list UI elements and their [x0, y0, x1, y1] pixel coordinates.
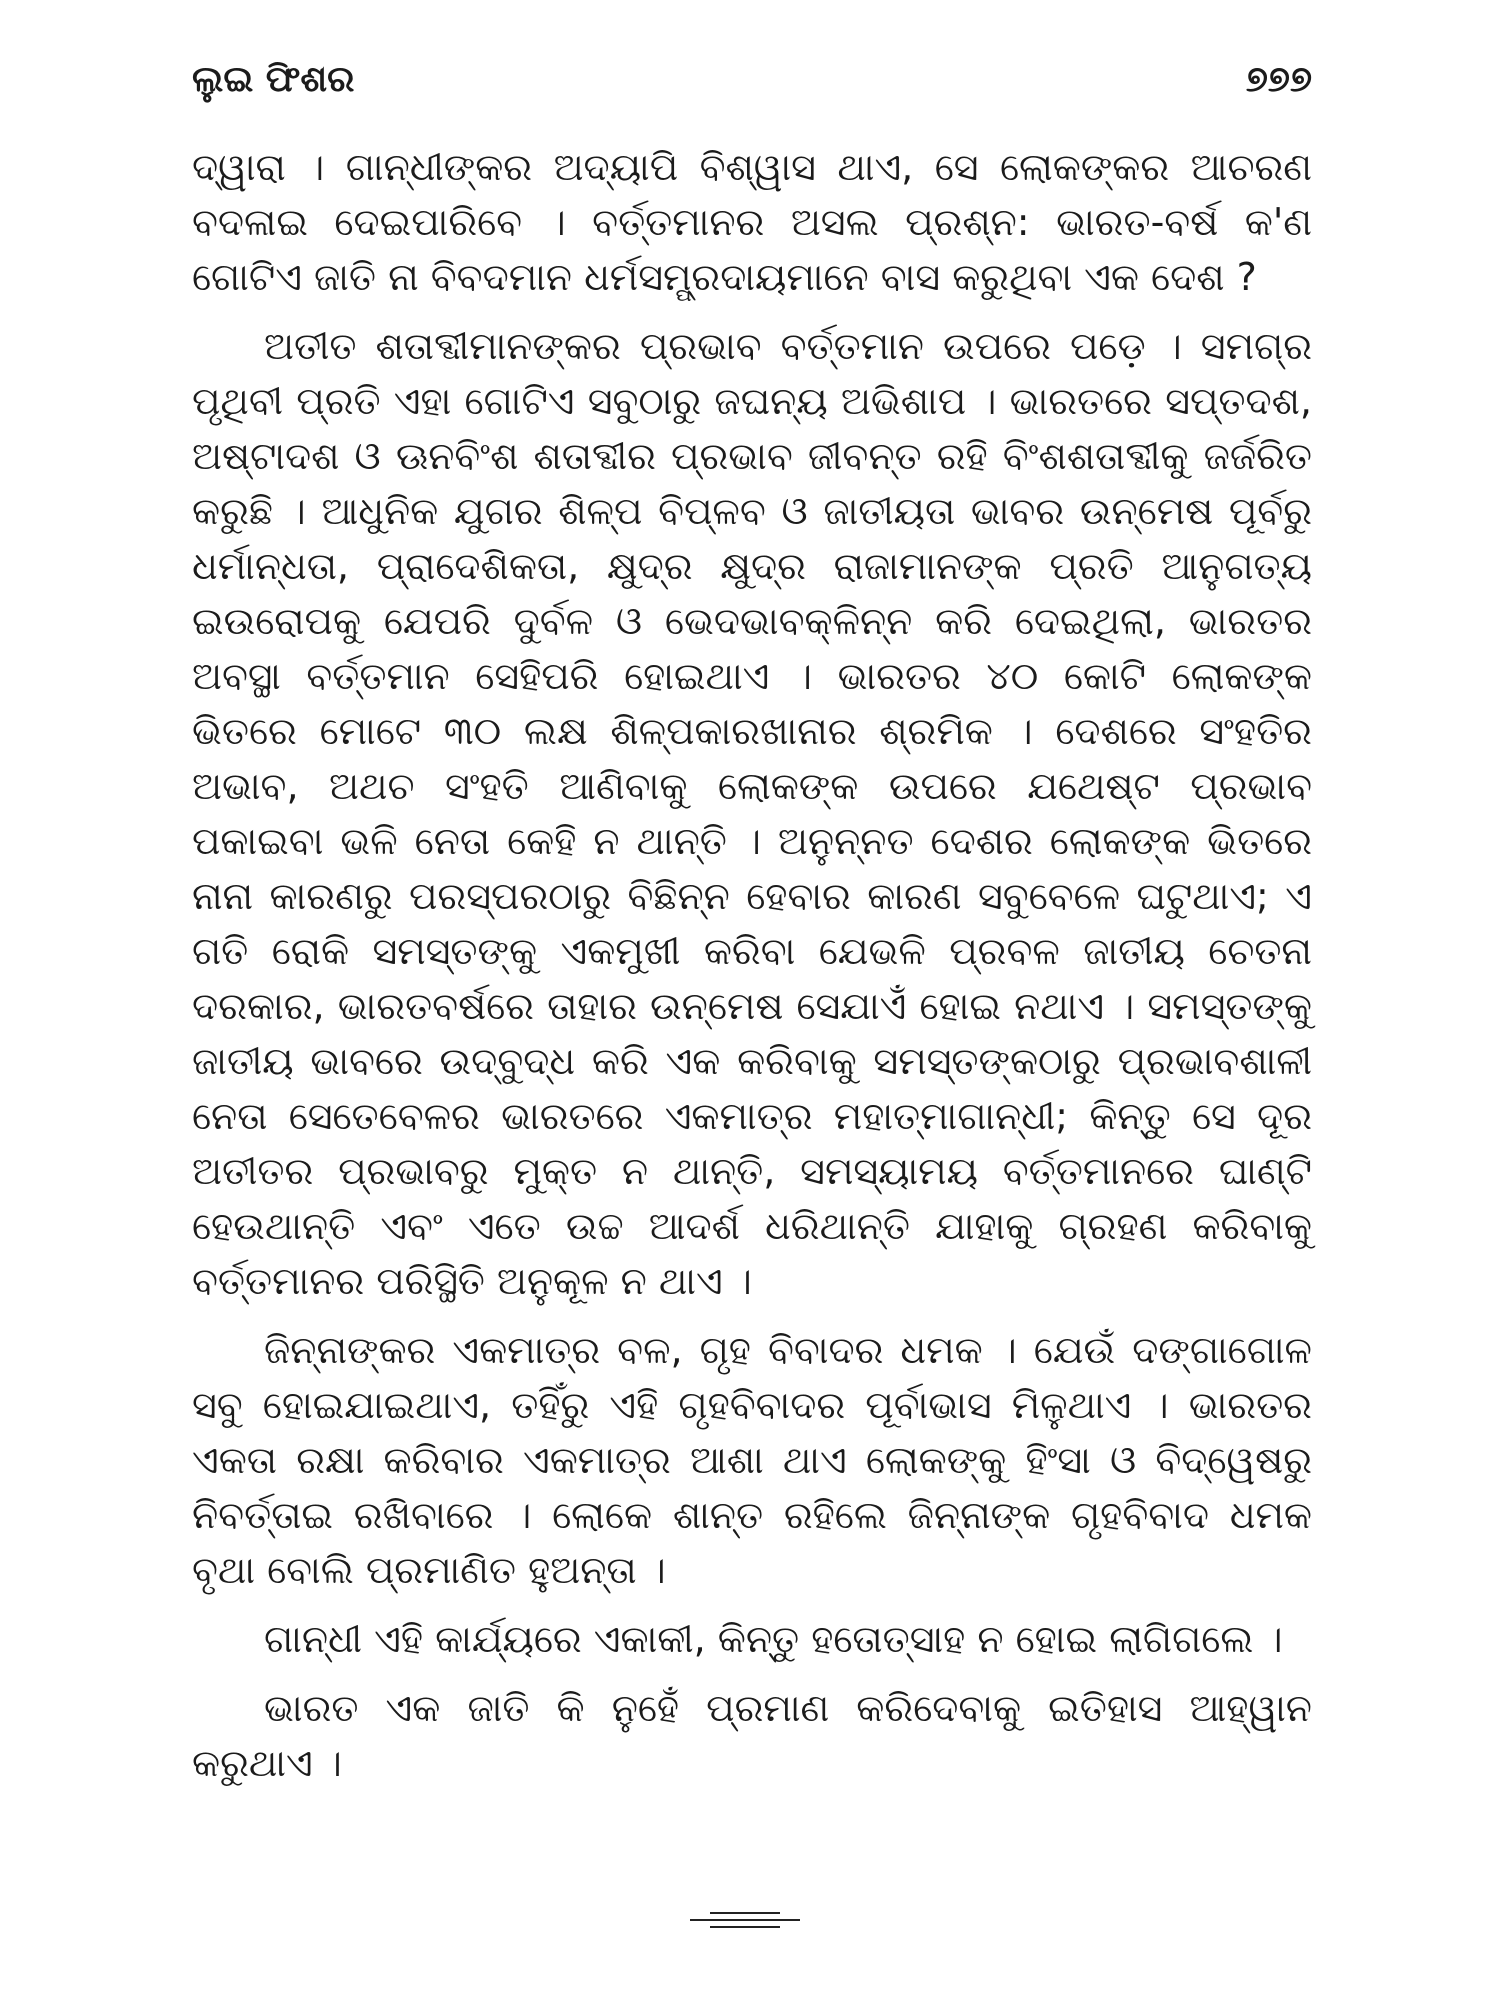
paragraph: ଗାନ୍ଧୀ ଏହି କାର୍ଯ୍ୟରେ ଏକାକୀ, କିନ୍ତୁ ହତୋତ୍ସାହ ନ ହୋଇ ଲାଗିଗଲେ ।	[264, 1617, 1283, 1661]
section-end-ornament	[690, 1908, 800, 1932]
running-title: ଲୁଇ ଫିଶର	[192, 59, 355, 100]
paragraph: ଭାରତ ଏକ ଜାତି କି ନୁହେଁ ପ୍ରମାଣ କରିଦେବାକୁ ଇତିହାସ ଆହ୍ୱାନ କରୁଥାଏ ।	[192, 1686, 1312, 1785]
paragraph: ଅତୀତ ଶତାବ୍ଦୀମାନଙ୍କର ପ୍ରଭାବ ବର୍ତ୍ତମାନ ଉପରେ ପଡ଼େ । ସମଗ୍ର ପୃଥିବୀ ପ୍ରତି ଏହା ଗୋଟିଏ ସବୁଠାରୁ ଜଘନ୍ୟ ଅଭିଶାପ । ଭାରତରେ ସପ୍ତଦଶ, ଅଷ୍ଟାଦଶ ଓ ଊନବିଂଶ ଶତାବ୍ଦୀର ପ୍ରଭାବ ଜୀବନ୍ତ ରହି ବିଂଶଶତାବ୍ଦୀକୁ ଜର୍ଜରିତ କରୁଛି । ଆଧୁନିକ ଯୁଗର ଶିଳ୍ପ ବିପ୍ଳବ ଓ ଜାତୀୟତା ଭାବର ଉନ୍ମେଷ ପୂର୍ବରୁ ଧର୍ମାନ୍ଧତା, ପ୍ରାଦେଶିକତା, କ୍ଷୁଦ୍ର କ୍ଷୁଦ୍ର ରାଜାମାନଙ୍କ ପ୍ରତି ଆନୁଗତ୍ୟ ଇଉରୋପକୁ ଯେପରି ଦୁର୍ବଳ ଓ ଭେଦଭାବକ୍ଳିନ୍ନ କରି ଦେଇଥିଲା, ଭାରତର ଅବସ୍ଥା ବର୍ତ୍ତମାନ ସେହିପରି ହୋଇଥାଏ । ଭାରତର ୪୦ କୋଟି ଲୋକଙ୍କ ଭିତରେ ମୋଟେ ୩୦ ଲକ୍ଷ ଶିଳ୍ପକାରଖାନାର ଶ୍ରମିକ । ଦେଶରେ ସଂହତିର ଅଭାବ, ଅଥଚ ସଂହତି ଆଣିବାକୁ ଲୋକଙ୍କ ଉପରେ ଯଥେଷ୍ଟ ପ୍ରଭାବ ପକାଇବା ଭଳି ନେତା କେହି ନ ଥାନ୍ତି । ଅନୁନ୍ନତ ଦେଶର ଲୋକଙ୍କ ଭିତରେ ନାନା କାରଣରୁ ପରସ୍ପରଠାରୁ ବିଛିନ୍ନ ହେବାର କାରଣ ସବୁବେଳେ ଘଟୁଥାଏ; ଏ ଗତି ରୋକି ସମସ୍ତଙ୍କୁ ଏକମୁଖୀ କରିବା ଯେଭଳି ପ୍ରବଳ ଜାତୀୟ ଚେତନା ଦରକାର, ଭାରତବର୍ଷରେ ତାହାର ଉନ୍ମେଷ ସେଯାଏଁ ହୋଇ ନଥାଏ । ସମସ୍ତଙ୍କୁ ଜାତୀୟ ଭାବରେ ଉଦ୍‌ବୁଦ୍ଧ କରି ଏକ କରିବାକୁ ସମସ୍ତଙ୍କଠାରୁ ପ୍ରଭାବଶାଳୀ ନେତା ସେତେବେଳର ଭାରତରେ ଏକମାତ୍ର ମହାତ୍ମାଗାନ୍ଧୀ; କିନ୍ତୁ ସେ ଦୂର ଅତୀତର ପ୍ରଭାବରୁ ମୁକ୍ତ ନ ଥାନ୍ତି, ସମସ୍ୟାମୟ ବର୍ତ୍ତମାନରେ ଘାଣ୍ଟି ହେଉଥାନ୍ତି ଏବଂ ଏତେ ଉଚ୍ଚ ଆଦର୍ଶ ଧରିଥାନ୍ତି ଯାହାକୁ ଗ୍ରହଣ କରିବାକୁ ବର୍ତ୍ତମାନର ପରିସ୍ଥିତି ଅନୁକୂଳ ନ ଥାଏ ।	[192, 324, 1312, 1303]
page-header	[192, 50, 1312, 110]
page-number: ୭୭୭	[1245, 59, 1312, 100]
paragraph-continued: ଦ୍ୱାରା । ଗାନ୍ଧୀଙ୍କର ଅଦ୍ୟାପି ବିଶ୍ୱାସ ଥାଏ, ସେ ଲୋକଙ୍କର ଆଚରଣ ବଦଳାଇ ଦେଇପାରିବେ । ବର୍ତ୍ତମାନର ଅସଲ ପ୍ରଶ୍ନ: ଭାରତ-ବର୍ଷ କ'ଣ ଗୋଟିଏ ଜାତି ନା ବିବଦମାନ ଧର୍ମସମ୍ପ୍ରଦାୟମାନେ ବାସ କରୁଥିବା ଏକ ଦେଶ ?	[192, 145, 1312, 299]
page-body	[192, 140, 1312, 1791]
paragraph: ଜିନ୍ନାଙ୍କର ଏକମାତ୍ର ବଳ, ଗୃହ ବିବାଦର ଧମକ । ଯେଉଁ ଦଙ୍ଗାଗୋଳ ସବୁ ହୋଇଯାଇଥାଏ, ତହିଁରୁ ଏହି ଗୃହବିବାଦର ପୂର୍ବାଭାସ ମିଳୁଥାଏ । ଭାରତର ଏକତା ରକ୍ଷା କରିବାର ଏକମାତ୍ର ଆଶା ଥାଏ ଲୋକଙ୍କୁ ହିଂସା ଓ ବିଦ୍ୱେଷରୁ ନିବର୍ତ୍ତାଇ ରଖିବାରେ । ଲୋକେ ଶାନ୍ତ ରହିଲେ ଜିନ୍ନାଙ୍କ ଗୃହବିବାଦ ଧମକ ବୃଥା ବୋଲି ପ୍ରମାଣିତ ହୁଅନ୍ତା ।	[192, 1328, 1312, 1592]
